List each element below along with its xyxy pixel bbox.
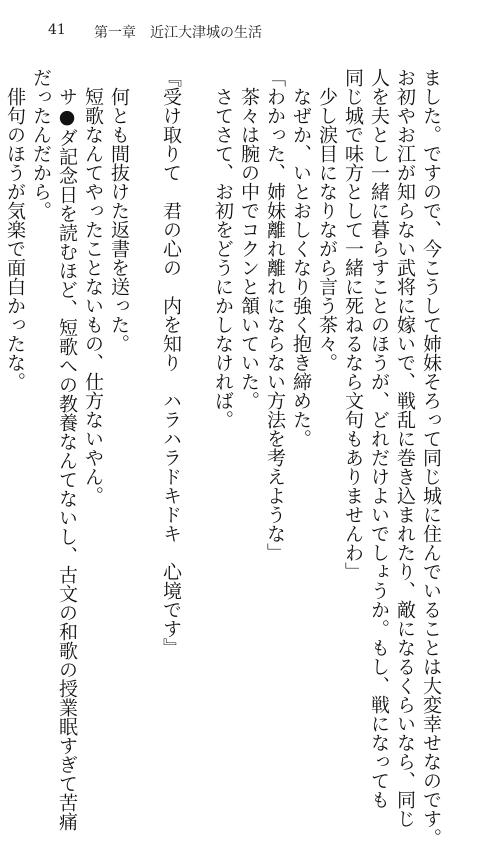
text-line: サ●ダ記念日を読むほど、短歌への教養なんてないし、古文の和歌の授業眠すぎて苦痛 <box>56 68 78 831</box>
poem-line: 『受け取りて 君の心の 内を知り ハラハラドキドキ 心境です』 <box>160 68 182 657</box>
text-line: 俳句のほうが気楽で面白かったな。 <box>4 68 26 391</box>
text-line <box>0 68 2 688</box>
text-line: 茶々は腕の中でコクンと頷いていた。 <box>238 68 260 410</box>
text-line: なぜか、いとおしくなり強く抱き締めた。 <box>290 68 312 448</box>
body-text <box>0 68 444 847</box>
text-line: 短歌なんてやったことないもの、仕方ないやん。 <box>82 68 104 505</box>
text-line: お初やお江が知らない武将に嫁いで、戦乱に巻き込まれたり、敵になるくらいなら、同じ <box>394 68 416 828</box>
text-line: 何とも間抜けた返書を送った。 <box>108 68 130 353</box>
page-number: 41 <box>48 22 66 38</box>
blank-line <box>184 68 210 688</box>
chapter-title: 第一章 近江大津城の生活 <box>94 25 262 41</box>
text-line: さてさて、お初をどうにかしなければ。 <box>212 68 234 429</box>
text-line: だったんだから。 <box>30 68 52 220</box>
blank-line <box>132 68 158 688</box>
text-line: 少し涙目になりながら言う茶々。 <box>316 68 338 372</box>
text-line: 人を夫とし一緒に暮らすことのほうが、どれだけよいでしょうか。もし、戦になっても <box>368 68 390 809</box>
text-line: 同じ城で味方として一緒に死ねるなら文句もありませんわ」 <box>342 68 364 581</box>
text-line: 「わかった、姉妹離れ離れにならない方法を考えような」 <box>264 68 286 562</box>
text-line: ました。ですので、今こうして姉妹そろって同じ城に住んでいることは大変幸せなのです。 <box>420 68 442 847</box>
